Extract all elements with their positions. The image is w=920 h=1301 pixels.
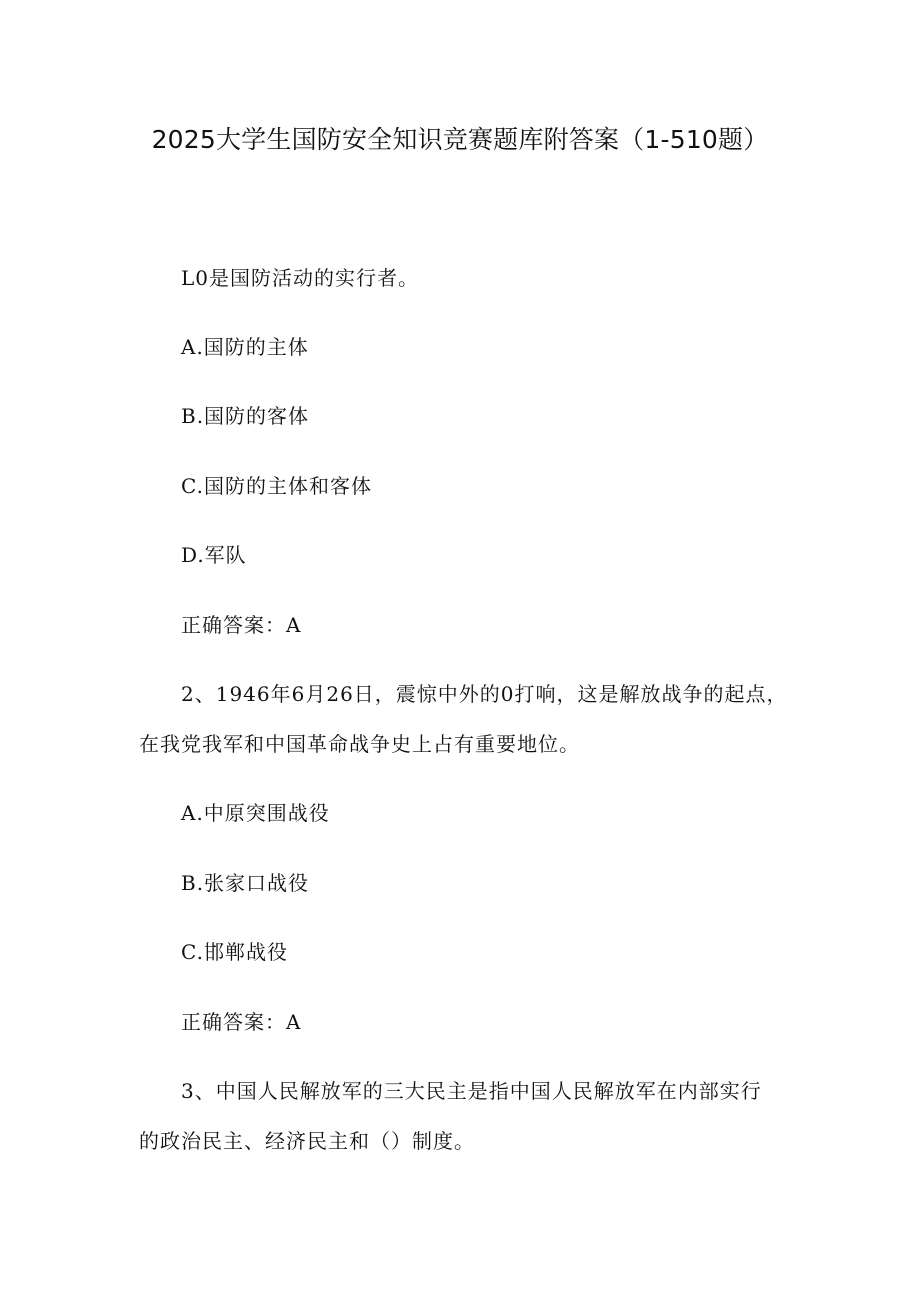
question-2-option-a: A.中原突围战役 bbox=[181, 801, 330, 825]
question-2-stem-line-2: 在我党我军和中国革命战争史上占有重要地位。 bbox=[139, 732, 580, 756]
question-1-option-a: A.国防的主体 bbox=[181, 335, 309, 359]
question-2-option-c: C.邯郸战役 bbox=[181, 940, 288, 964]
question-1-answer: 正确答案：A bbox=[181, 613, 302, 637]
question-3-stem-line-1: 3、中国人民解放军的三大民主是指中国人民解放军在内部实行 bbox=[181, 1079, 762, 1103]
document-title: 2025大学生国防安全知识竞赛题库附答案（1-510题） bbox=[151, 125, 769, 154]
question-1-option-c: C.国防的主体和客体 bbox=[181, 474, 372, 498]
question-1-stem: L0是国防活动的实行者。 bbox=[181, 266, 420, 290]
question-1-option-d: D.军队 bbox=[181, 543, 247, 567]
question-3-stem-line-2: 的政治民主、经济民主和（）制度。 bbox=[139, 1129, 475, 1153]
question-2-answer: 正确答案：A bbox=[181, 1010, 302, 1034]
question-2-stem-line-1: 2、1946年6月26日，震惊中外的0打响，这是解放战争的起点， bbox=[181, 682, 788, 706]
question-1-option-b: B.国防的客体 bbox=[181, 404, 310, 428]
question-2-option-b: B.张家口战役 bbox=[181, 871, 310, 895]
